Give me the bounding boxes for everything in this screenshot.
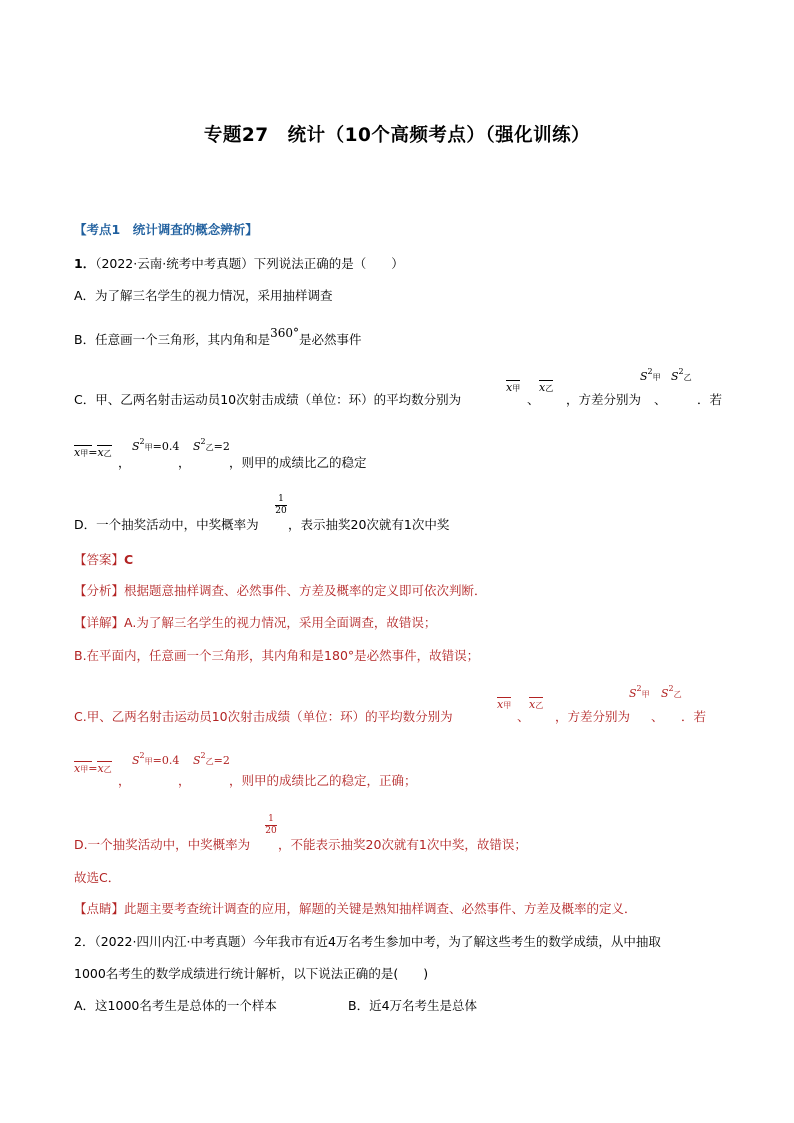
detail-condition-var-jia: $S^2$甲=0.4 bbox=[132, 751, 180, 767]
probability-fraction: $\frac{1}{20}$ bbox=[275, 494, 287, 516]
comment: 【点睛】此题主要考查统计调查的应用，解题的关键是熟知抽样调查、必然事件、方差及概率的定义． bbox=[74, 901, 637, 916]
detail-mean-yi: x乙 bbox=[529, 698, 544, 711]
detail-probability-fraction: $\frac{1}{20}$ bbox=[265, 814, 277, 836]
section-heading: 【考点1 统计调查的概念辨析】 bbox=[74, 222, 258, 237]
detail-c-line2: ，则甲的成绩比乙的稳定，正确； bbox=[229, 773, 417, 788]
condition-mean-equal: x甲= x乙 bbox=[74, 446, 112, 459]
q2-stem-line1: 2．（2022·四川内江·中考真题）今年我市有近4万名考生参加中考，为了解这些考生的数学成绩，从中抽取 bbox=[74, 934, 661, 949]
detail-c-line1: C.甲、乙两名射击运动员10次射击成绩（单位：环）的平均数分别为 bbox=[74, 709, 453, 724]
detail-condition-mean: x甲= x乙 bbox=[74, 762, 112, 775]
condition-variance-yi: $S^2$乙=2 bbox=[193, 437, 230, 453]
angle-360: 360° bbox=[270, 326, 299, 340]
detail-a: 【详解】A.为了解三名学生的视力情况，采用全面调查，故错误； bbox=[74, 615, 437, 630]
q2-option-a: A．这1000名考生是总体的一个样本 bbox=[74, 998, 277, 1013]
q1-option-d: D．一个抽奖活动中，中奖概率为 bbox=[74, 517, 259, 532]
detail-variance-jia: $S^2$甲 bbox=[629, 684, 650, 700]
answer: 【答案】C bbox=[74, 552, 134, 567]
analysis: 【分析】根据题意抽样调查、必然事件、方差及概率的定义即可依次判断． bbox=[74, 583, 487, 598]
detail-condition-var-yi: $S^2$乙=2 bbox=[193, 751, 230, 767]
q1-option-c-line1: C．甲、乙两名射击运动员10次射击成绩（单位：环）的平均数分别为 bbox=[74, 392, 462, 407]
variance-jia: $S^2$甲 bbox=[640, 367, 661, 383]
page-title: 专题27 统计（10个高频考点）（强化训练） bbox=[203, 125, 591, 146]
variance-yi: $S^2$乙 bbox=[671, 367, 692, 383]
mean-yi: x乙 bbox=[539, 381, 554, 394]
q1-option-a: A．为了解三名学生的视力情况，采用抽样调查 bbox=[74, 288, 333, 303]
mean-jia: x甲 bbox=[506, 381, 521, 394]
q1-stem: 1．（2022·云南·统考中考真题）下列说法正确的是（ ） bbox=[74, 256, 404, 271]
q1-option-b: B．任意画一个三角形，其内角和是360°是必然事件 bbox=[74, 326, 362, 347]
q2-option-b: B．近4万名考生是总体 bbox=[348, 998, 478, 1013]
detail-b: B.在平面内，任意画一个三角形，其内角和是180°是必然事件，故错误； bbox=[74, 648, 480, 663]
detail-variance-yi: $S^2$乙 bbox=[661, 684, 682, 700]
q1-option-c-line2: ，则甲的成绩比乙的稳定 bbox=[229, 455, 367, 470]
q2-stem-line2: 1000名考生的数学成绩进行统计解析，以下说法正确的是( ) bbox=[74, 966, 429, 981]
document-page: 专题27 统计（10个高频考点）（强化训练） 【考点1 统计调查的概念辨析】 1．（2022·云南·统考中考真题）下列说法正确的是（ ） A．为了解三名学生的视力情况，采用抽样调查 B．任意画一个三角形，其内角和是360°是必然事件 C．甲、乙两名射击运动员10次射击成绩（单位：环）的平均数分别为 x甲 、 x乙 ，方差分别为 $S^2$甲 、 $S^2$乙 ．若 x甲= x乙 ， $S^2$甲=0.4 ， $S^2$乙=2 ，则甲的成绩比乙的稳定 D．一个抽奖活动中，中奖概率为 $\frac{1}{20}$ ，表示抽奖20次就有1次中奖 【答案】C 【分析】根据题意抽样调查、必然事件、方差及概率的定义即可依次判断． 【详解】A.为了解三名学生的视力情况，采用全面调查，故错误； B.在平面内，任意画一个三角形，其内角和是180°是必然事件，故错误； C.甲、乙两名射击运动员10次射击成绩（单位：环）的平均数分别为 x甲 、 x乙 ，方差分别为 $S^2$甲 、 $S^2$乙 ．若 x甲= x乙 ， $S^2$甲=0.4 ， $S^2$乙=2 ，则甲的成绩比乙的稳定，正确； D.一个抽奖活动中，中奖概率为 $\frac{1}{20}$ ，不能表示抽奖20次就有1次中奖，故错误； 故选C． 【点睛】此题主要考查统计调查的应用，解题的关键是熟知抽样调查、必然事件、方差及概率的定义． 2．（2022·四川内江·中考真题）今年我市有近4万名考生参加中考，为了解这些考生的数学成绩，从中抽取 1000名考生的数学成绩进行统计解析，以下说法正确的是( ) A．这1000名考生是总体的一个样本 B．近4万名考生是总体 bbox=[0, 0, 794, 1123]
condition-variance-jia: $S^2$甲=0.4 bbox=[132, 437, 180, 453]
choose-line: 故选C． bbox=[74, 870, 121, 885]
detail-mean-jia: x甲 bbox=[497, 698, 512, 711]
detail-d: D.一个抽奖活动中，中奖概率为 bbox=[74, 837, 251, 852]
